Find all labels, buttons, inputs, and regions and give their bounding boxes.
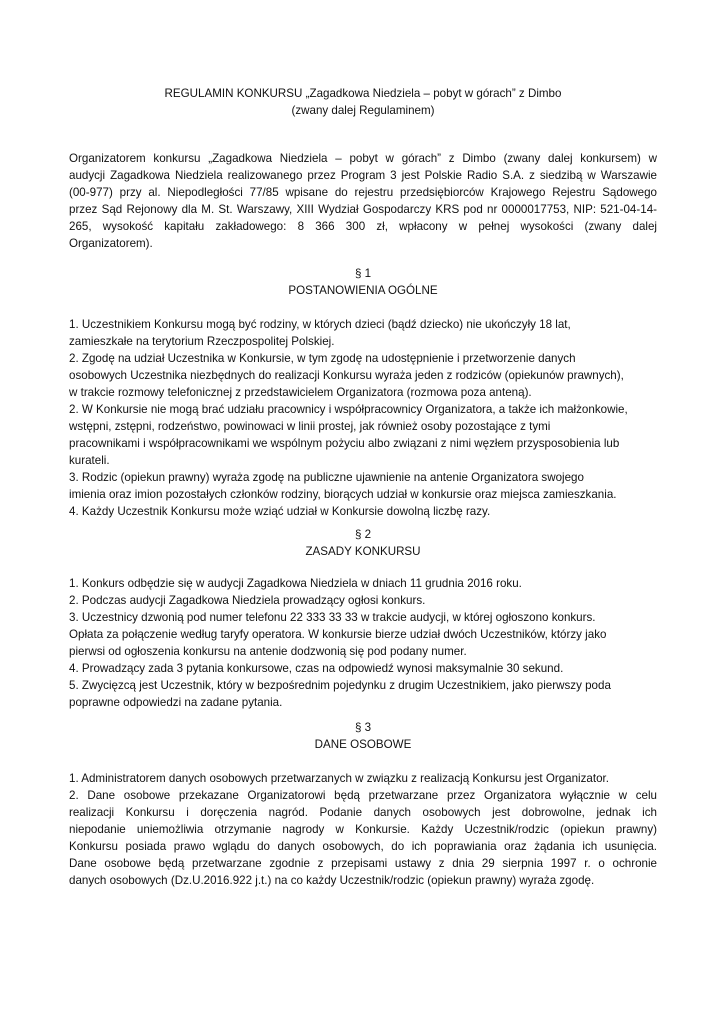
- intro-line: przez Sąd Rejonowy dla M. St. Warszawy, XIII Wydział Gospodarczy KRS pod nr 0000017753, NIP: 521-04-14-: [69, 203, 657, 216]
- intro-line: Organizatorem).: [69, 237, 153, 250]
- section-2-line: Opłata za połączenie według taryfy operatora. W konkursie bierze udział dwóch Uczestników, którzy jako: [69, 628, 607, 641]
- intro-line: 265, wysokość kapitału zakładowego: 8 366 300 zł, wpłacony w pełnej wysokości (zwany dalej: [69, 220, 657, 233]
- section-1-line: 3. Rodzic (opiekun prawny) wyraża zgodę na publiczne ujawnienie na antenie Organizatora swojego: [69, 471, 584, 484]
- section-1-line: imienia oraz imion pozostałych członków rodziny, biorących udział w konkursie oraz miejsca zamieszkania.: [69, 488, 617, 501]
- section-3-header: [69, 719, 657, 753]
- section-3-heading: DANE OSOBOWE: [314, 738, 412, 751]
- section-2-line: poprawne odpowiedzi na zadane pytania.: [69, 696, 283, 709]
- section-1-line: 2. W Konkursie nie mogą brać udziału pracownicy i współpracownicy Organizatora, a także ich małżonkowie,: [69, 403, 628, 416]
- section-2-line: pierwsi od ogłoszenia konkursu na antenie dodzwonią się pod podany numer.: [69, 645, 467, 658]
- section-1-line: kurateli.: [69, 454, 110, 467]
- section-3-line: niepodanie uniemożliwia otrzymanie nagrody w Konkursie. Każdy Uczestnik/rodzic (opiekun prawny): [69, 823, 657, 836]
- section-1-header: [69, 265, 657, 299]
- document-title: [69, 85, 657, 119]
- intro-line: audycji Zagadkowa Niedziela realizowanego przez Program 3 jest Polskie Radio S.A. z siedzibą w Warszawie: [69, 169, 657, 182]
- section-3-line: Dane osobowe będą przetwarzane zgodnie z przepisami ustawy z dnia 29 sierpnia 1997 r. o ochronie: [69, 857, 657, 870]
- title-line-1: REGULAMIN KONKURSU „Zagadkowa Niedziela – pobyt w górach” z Dimbo: [164, 87, 562, 100]
- section-2-line: 4. Prowadzący zada 3 pytania konkursowe, czas na odpowiedź wynosi maksymalnie 30 sekund.: [69, 662, 564, 675]
- section-1-line: 2. Zgodę na udział Uczestnika w Konkursie, w tym zgodę na udostępnienie i przetworzenie danych: [69, 352, 576, 365]
- section-1-heading: POSTANOWIENIA OGÓLNE: [288, 284, 438, 297]
- intro-line: (00-977) przy al. Niepodległości 77/85 wpisane do rejestru przedsiębiorców Krajowego Rejestru Sądowego: [69, 186, 657, 199]
- section-3-line: 1. Administratorem danych osobowych przetwarzanych w związku z realizacją Konkursu jest Organizator.: [69, 772, 609, 785]
- section-2-heading: ZASADY KONKURSU: [305, 545, 421, 558]
- section-1-line: zamieszkałe na terytorium Rzeczpospolitej Polskiej.: [69, 335, 335, 348]
- section-2-number: § 2: [354, 528, 372, 541]
- title-line-2: (zwany dalej Regulaminem): [291, 104, 435, 117]
- section-1-line: pracownikami i współpracownikami we wspólnym pożyciu albo związani z nimi węzłem przysposobienia lub: [69, 437, 620, 450]
- section-2-body: [69, 575, 657, 711]
- section-2-header: [69, 526, 657, 560]
- section-3-body: [69, 770, 657, 889]
- section-1-line: 4. Każdy Uczestnik Konkursu może wziąć udział w Konkursie dowolną liczbę razy.: [69, 505, 491, 518]
- section-1-number: § 1: [354, 267, 372, 280]
- section-2-line: 5. Zwycięzcą jest Uczestnik, który w bezpośrednim pojedynku z drugim Uczestnikiem, jako pierwszy poda: [69, 679, 611, 692]
- section-3-number: § 3: [354, 721, 372, 734]
- section-3-line: danych osobowych (Dz.U.2016.922 j.t.) na co każdy Uczestnik/rodzic (opiekun prawny) wyraża zgodę.: [69, 874, 595, 887]
- section-2-line: 2. Podczas audycji Zagadkowa Niedziela prowadzący ogłosi konkurs.: [69, 594, 426, 607]
- section-1-line: wstępni, zstępni, rodzeństwo, powinowaci w linii prostej, jak również osoby pozostające z tymi: [69, 420, 551, 433]
- section-1-line: osobowych Uczestnika niezbędnych do realizacji Konkursu wyraża jeden z rodziców (opiekunów prawnych),: [69, 369, 624, 382]
- section-3-line: 2. Dane osobowe przekazane Organizatorowi będą przetwarzane przez Organizatora wyłącznie w celu: [69, 789, 657, 802]
- section-1-line: 1. Uczestnikiem Konkursu mogą być rodziny, w których dzieci (bądź dziecko) nie ukończyły 18 lat,: [69, 318, 571, 331]
- section-1-body: [69, 316, 657, 520]
- section-3-line: Konkursu posiada prawo wglądu do danych osobowych, do ich poprawiania oraz żądania ich usunięcia.: [69, 840, 657, 853]
- section-3-line: realizacji Konkursu i doręczenia nagród. Podanie danych osobowych jest dobrowolne, jednak ich: [69, 806, 657, 819]
- intro-line: Organizatorem konkursu „Zagadkowa Niedziela – pobyt w górach” z Dimbo (zwany dalej konkursem) w: [69, 152, 657, 165]
- section-2-line: 1. Konkurs odbędzie się w audycji Zagadkowa Niedziela w dniach 11 grudnia 2016 roku.: [69, 577, 522, 590]
- section-2-line: 3. Uczestnicy dzwonią pod numer telefonu 22 333 33 33 w trakcie audycji, w której ogłoszono konkurs.: [69, 611, 596, 624]
- intro-paragraph: [69, 150, 657, 252]
- section-1-line: w trakcie rozmowy telefonicznej z przedstawicielem Organizatora (rozmowa poza anteną).: [69, 386, 532, 399]
